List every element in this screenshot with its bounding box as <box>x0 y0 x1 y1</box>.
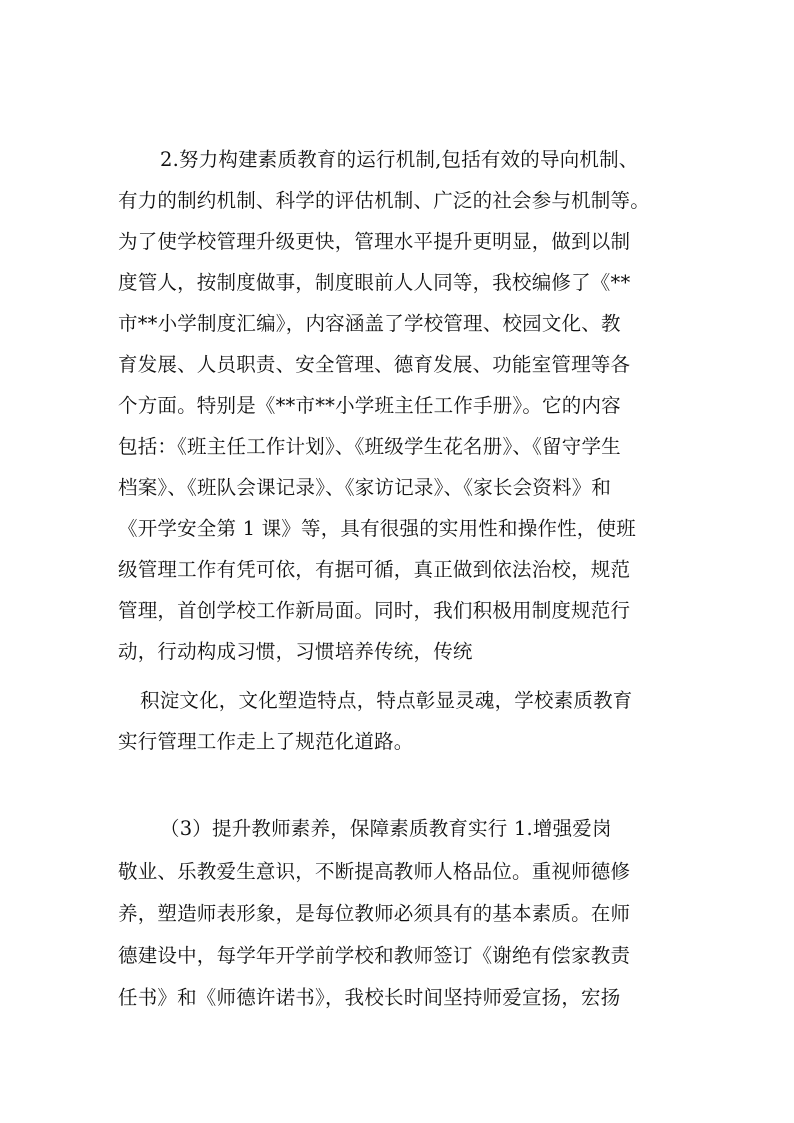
paragraph-1-line-11: 级管理工作有凭可依，有据可循，真正做到依法治校，规范 <box>118 558 631 581</box>
paragraph-1-line-1: 2.努力构建素质教育的运行机制,包括有效的导向机制、 <box>160 148 639 171</box>
paragraph-3-line-3: 养，塑造师表形象，是每位教师必须具有的基本素质。在师 <box>118 902 631 925</box>
paragraph-1-line-8: 包括：《班主任工作计划》、《班级学生花名册》、《留守学生 <box>118 435 621 458</box>
paragraph-1-line-4: 度管人，按制度做事，制度眼前人人同等，我校编修了《** <box>118 271 631 294</box>
paragraph-1-line-13: 动，行动构成习惯，习惯培养传统，传统 <box>118 640 473 663</box>
paragraph-1-line-2: 有力的制约机制、科学的评估机制、广泛的社会参与机制等。 <box>118 189 650 212</box>
paragraph-2-line-1: 积淀文化，文化塑造特点，特点彰显灵魂，学校素质教育 <box>140 689 633 712</box>
paragraph-3-line-5: 任书》和《师德许诺书》，我校长时间坚持师爱宣扬，宏扬 <box>118 986 621 1009</box>
paragraph-1-line-6: 育发展、人员职责、安全管理、德育发展、功能室管理等各 <box>118 353 631 376</box>
paragraph-2-line-2: 实行管理工作走上了规范化道路。 <box>118 730 414 753</box>
paragraph-1-line-12: 管理，首创学校工作新局面。同时，我们积极用制度规范行 <box>118 599 631 622</box>
paragraph-1-line-5: 市**小学制度汇编》，内容涵盖了学校管理、校园文化、教 <box>118 312 621 335</box>
paragraph-3-line-2: 敬业、乐教爱生意识，不断提高教师人格品位。重视师德修 <box>118 860 631 883</box>
paragraph-3-line-1: （3）提升教师素养，保障素质教育实行 1.增强爱岗 <box>160 817 612 840</box>
paragraph-1-line-7: 个方面。特别是《**市**小学班主任工作手册》。它的内容 <box>118 394 621 417</box>
paragraph-1-line-10: 《开学安全第 1 课》等，具有很强的实用性和操作性，使班 <box>118 517 636 540</box>
paragraph-1-line-3: 为了使学校管理升级更快，管理水平提升更明显，做到以制 <box>118 230 631 253</box>
paragraph-1-line-9: 档案》、《班队会课记录》、《家访记录》、《家长会资料》和 <box>118 476 612 499</box>
paragraph-3-line-4: 德建设中，每学年开学前学校和教师签订《谢绝有偿家教责 <box>118 944 631 967</box>
